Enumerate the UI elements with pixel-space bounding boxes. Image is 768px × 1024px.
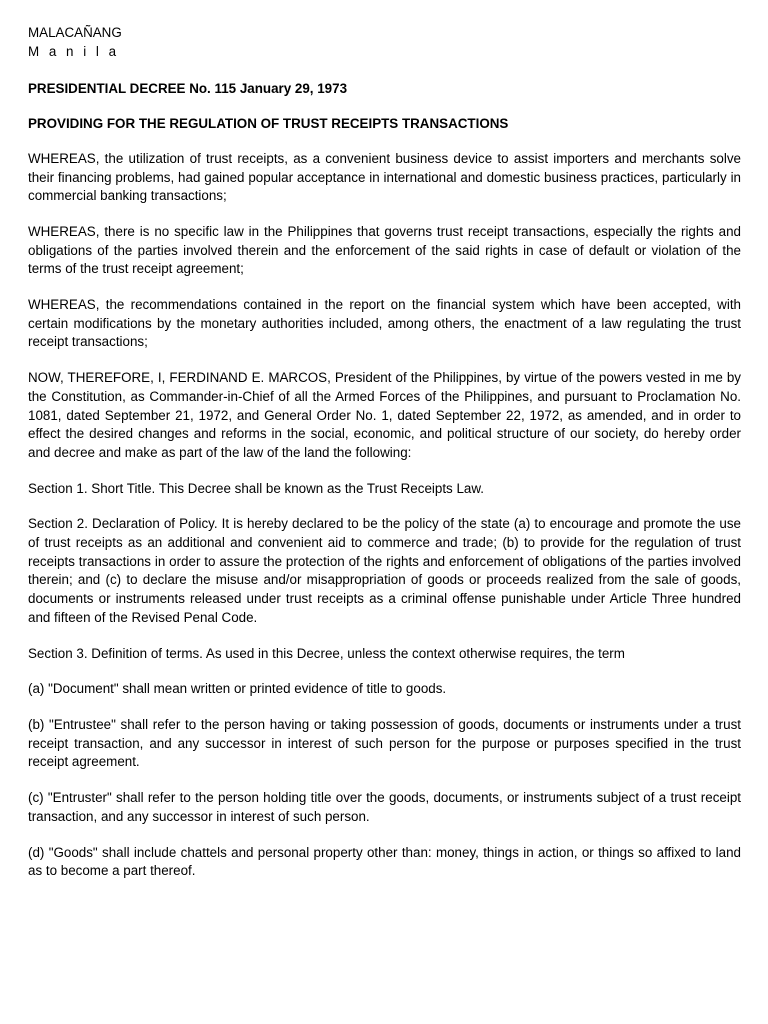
- now-therefore-paragraph: NOW, THEREFORE, I, FERDINAND E. MARCOS, President of the Philippines, by virtue of the powers vested in me by the Constitution, as Commander-in-Chief of all the Armed Forces of the Philippines, and pursuant to Proclamation No. 1081, dated September 21, 1972, and General Order No. 1, dated September 22, 1972, as amended, and in order to effect the desired changes and reforms in the social, economic, and political structure of our society, do hereby order and decree and make as part of the law of the land the following:: [28, 370, 741, 460]
- office-heading: MALACAÑANG: [28, 25, 122, 40]
- whereas-paragraph-2: WHEREAS, there is no specific law in the Philippines that governs trust receipt transactions, especially the rights and obligations of the parties involved therein and the enforcement of the said rights in case of default or violation of the terms of the trust receipt agreement;: [28, 223, 741, 277]
- decree-title: PROVIDING FOR THE REGULATION OF TRUST RECEIPTS TRANSACTIONS: [28, 116, 509, 132]
- whereas-paragraph-1: WHEREAS, the utilization of trust receipts, as a convenient business device to assist importers and merchants solve their financing problems, had gained popular acceptance in international and domestic business practices, particularly in commercial banking transactions;: [28, 150, 741, 204]
- section-1-paragraph: Section 1. Short Title. This Decree shall be known as the Trust Receipts Law.: [28, 480, 485, 496]
- definition-entrustee: (b) "Entrustee" shall refer to the person having or taking possession of goods, documents or instruments under a trust receipt transaction, and any successor in interest of such person for the purpose or purposes specified in the trust receipt agreement.: [28, 716, 741, 770]
- section-2-paragraph: Section 2. Declaration of Policy. It is hereby declared to be the policy of the state (a) to encourage and promote the use of trust receipts as an additional and convenient aid to commerce and trade; (b) to provide for the regulation of trust receipts transactions in order to assure the protection of the rights and enforcement of obligations of the parties involved therein; and (c) to declare the misuse and/or misappropriation of goods or proceeds realized from the sale of goods, documents or instruments released under trust receipts as a criminal offense punishable under Article Three hundred and fifteen of the Revised Penal Code.: [28, 516, 741, 625]
- whereas-paragraph-3: WHEREAS, the recommendations contained in the report on the financial system which have been accepted, with certain modifications by the monetary authorities included, among others, the enactment of a law regulating the trust receipt transactions;: [28, 297, 741, 350]
- definition-document: (a) "Document" shall mean written or printed evidence of title to goods.: [28, 681, 447, 697]
- section-3-paragraph: Section 3. Definition of terms. As used in this Decree, unless the context otherwise requires, the term: [28, 645, 625, 661]
- decree-number-date: PRESIDENTIAL DECREE No. 115 January 29, 1973: [28, 81, 348, 97]
- document-page: [28, 24, 741, 881]
- definition-entruster: (c) "Entruster" shall refer to the person holding title over the goods, documents, or instruments subject of a trust receipt transaction, and any successor in interest of such person.: [28, 790, 741, 824]
- definition-goods: (d) "Goods" shall include chattels and personal property other than: money, things in action, or things so affixed to land as to become a part thereof.: [28, 844, 741, 879]
- city-heading: M a n i l a: [28, 43, 120, 59]
